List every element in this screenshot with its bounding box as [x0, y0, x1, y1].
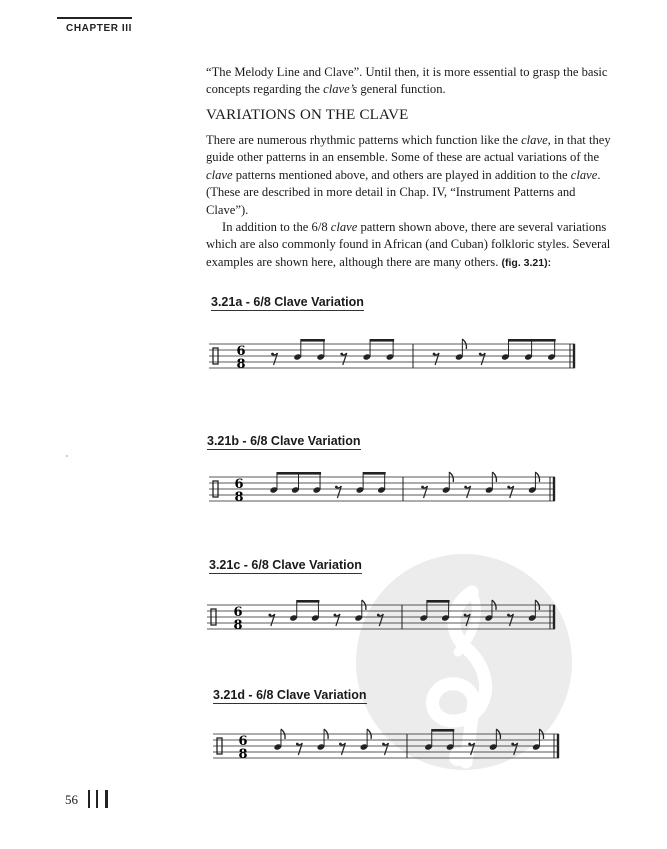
folio-bar: [96, 790, 98, 808]
time-signature-top: 6: [238, 734, 248, 749]
body-text: [206, 132, 618, 272]
rest-dot: [340, 353, 343, 356]
paragraph-2: [206, 219, 618, 272]
figure-label-3-21c: 3.21c - 6/8 Clave Variation: [209, 558, 362, 572]
rest-dot: [468, 743, 471, 746]
time-signature-bottom: 8: [233, 618, 243, 633]
rest-dot: [421, 486, 424, 489]
time-signature-top: 6: [236, 344, 246, 359]
rest-dot: [339, 743, 342, 746]
rest-dot: [464, 486, 467, 489]
rest-dot: [382, 743, 385, 746]
beam: [363, 472, 386, 475]
beam: [432, 729, 455, 732]
rest-dot: [334, 614, 337, 617]
beam: [370, 339, 394, 342]
p1-text-a: There are numerous rhythmic patterns which function like the: [206, 133, 522, 147]
rest-dot: [464, 614, 467, 617]
p2-text-b: pattern shown above, there are several variations which are also commonly found in African (and Cuban) folkloric styles. Several examples are shown here, although there are many others.: [206, 220, 611, 269]
time-signature-top: 6: [234, 477, 244, 492]
p2-text-a: In addition to the 6/8: [222, 220, 331, 235]
beam: [297, 600, 320, 603]
intro-line-2-end: general function.: [357, 82, 446, 97]
time-signature-bottom: 8: [234, 490, 244, 505]
intro-paragraph: [206, 64, 618, 99]
paragraph-1: [206, 132, 618, 219]
staff-lines: [207, 605, 555, 629]
section-heading: VARIATIONS ON THE CLAVE: [206, 107, 409, 123]
rest-dot: [507, 614, 510, 617]
rest-dot: [271, 353, 274, 356]
p1-italic-a: clave: [521, 133, 548, 147]
chapter-rule: [57, 17, 132, 19]
time-signature-bottom: 8: [238, 747, 248, 762]
p1-text-d: . (These are described in more detail in Chap. IV, “Instrument Patterns and Clave”).: [206, 167, 601, 217]
intro-line-1: “The Melody Line and Clave”. Until then, it is more essential to grasp the basic: [206, 65, 608, 79]
rest-dot: [296, 743, 299, 746]
rest-dot: [507, 486, 510, 489]
staff-3-21b: [207, 470, 557, 508]
rhythm-notes: [269, 472, 554, 501]
chapter-label: CHAPTER III: [66, 23, 133, 34]
figure-label-3-21d: 3.21d - 6/8 Clave Variation: [213, 688, 367, 702]
intro-line-2-start: concepts regarding the: [206, 82, 324, 97]
beam: [427, 600, 450, 603]
staff-3-21c: [205, 598, 557, 636]
page-number: 56: [65, 792, 78, 807]
folio-bars: [88, 790, 118, 808]
p2-italic-a: clave: [330, 220, 358, 235]
figure-label-3-21a: 3.21a - 6/8 Clave Variation: [211, 295, 364, 309]
beam: [509, 339, 556, 342]
folio-bar: [88, 790, 90, 808]
rhythm-notes: [268, 600, 554, 629]
rest-dot: [268, 614, 271, 617]
figure-label-3-21b: 3.21b - 6/8 Clave Variation: [207, 434, 361, 448]
p1-italic-c: clave: [570, 167, 598, 182]
time-signature-bottom: 8: [236, 357, 246, 372]
rest-dot: [335, 486, 338, 489]
beam: [277, 472, 321, 475]
rest-dot: [433, 353, 436, 356]
staff-lines: [213, 734, 559, 758]
rhythm-notes: [271, 339, 574, 368]
beam: [301, 339, 325, 342]
p1-text-c: patterns mentioned above, and others are played in addition to the: [232, 167, 571, 182]
rhythm-notes: [273, 729, 558, 758]
figure-reference: (fig. 3.21):: [501, 256, 552, 269]
rest-dot: [511, 743, 514, 746]
p1-text-b: , in that they guide other patterns in an ensemble. Some of these are actual variations of the: [206, 133, 611, 165]
intro-italic-claves: clave’s: [323, 82, 358, 97]
rest-dot: [377, 614, 380, 617]
p1-italic-b: clave: [206, 167, 233, 182]
folio-bar: [105, 790, 108, 808]
rest-dot: [479, 353, 482, 356]
time-signature-top: 6: [233, 605, 243, 620]
staff-3-21d: [211, 727, 561, 765]
margin-mark: [66, 455, 68, 457]
staff-3-21a: [207, 337, 577, 375]
